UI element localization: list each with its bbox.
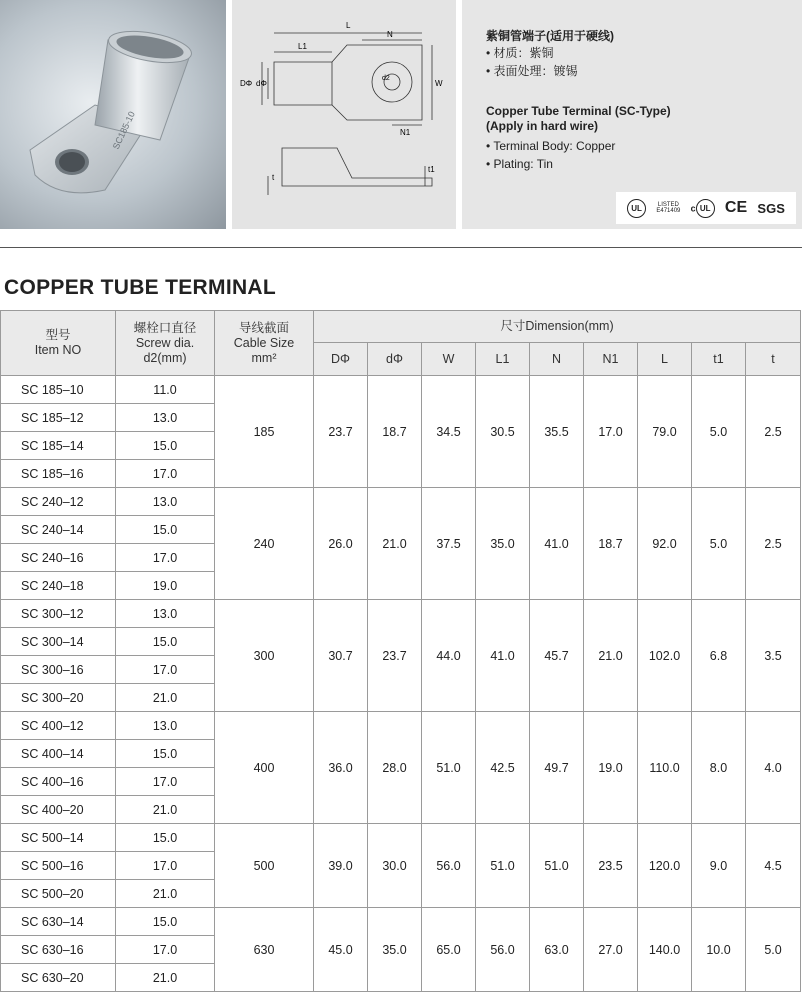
item-no-cell: SC 240–12	[1, 488, 116, 516]
dimension-cell: 26.0	[314, 488, 368, 600]
listed-number: E471409	[656, 208, 681, 214]
screw-dia-cell: 17.0	[116, 544, 215, 572]
dimension-cell: 28.0	[368, 712, 422, 824]
header-cn: 导线截面	[238, 321, 289, 335]
dimension-cell: 30.5	[476, 376, 530, 488]
header-dim-col: t	[746, 343, 801, 376]
certification-logos	[616, 192, 796, 224]
item-no-cell: SC 185–16	[1, 460, 116, 488]
en-spec-item: • Terminal Body: Copper	[486, 137, 615, 155]
header-en: Item NO	[34, 343, 82, 357]
table-row	[1, 488, 801, 516]
page-title: COPPER TUBE TERMINAL	[4, 276, 277, 299]
dimension-cell: 5.0	[692, 376, 746, 488]
item-no-cell: SC 630–14	[1, 908, 116, 936]
item-no-cell: SC 400–12	[1, 712, 116, 740]
screw-dia-cell: 17.0	[116, 936, 215, 964]
item-no-cell: SC 300–14	[1, 628, 116, 656]
screw-dia-cell: 17.0	[116, 768, 215, 796]
dimension-cell: 120.0	[638, 824, 692, 908]
dimension-cell: 23.7	[368, 600, 422, 712]
dimension-cell: 6.8	[692, 600, 746, 712]
dimension-cell: 37.5	[422, 488, 476, 600]
dimension-cell: 42.5	[476, 712, 530, 824]
header-en: mm²	[251, 351, 277, 365]
label-t1: t1	[428, 165, 435, 174]
label-d2: d2	[382, 75, 390, 82]
item-no-cell: SC 630–16	[1, 936, 116, 964]
dimension-cell: 140.0	[638, 908, 692, 992]
item-no-cell: SC 300–12	[1, 600, 116, 628]
table-row	[1, 600, 801, 628]
header-dim-col: t1	[692, 343, 746, 376]
screw-dia-cell: 15.0	[116, 908, 215, 936]
dimension-cell: 3.5	[746, 600, 801, 712]
dimension-cell: 5.0	[746, 908, 801, 992]
dimension-cell: 9.0	[692, 824, 746, 908]
dimension-cell: 27.0	[584, 908, 638, 992]
dimension-cell: 39.0	[314, 824, 368, 908]
table-row	[1, 824, 801, 852]
item-no-cell: SC 400–14	[1, 740, 116, 768]
table-row	[1, 376, 801, 404]
header-item-no	[1, 311, 116, 376]
dimension-cell: 56.0	[422, 824, 476, 908]
dimension-cell: 45.0	[314, 908, 368, 992]
label-N: N	[387, 30, 393, 39]
screw-dia-cell: 21.0	[116, 880, 215, 908]
dimension-cell: 10.0	[692, 908, 746, 992]
dimension-cell: 51.0	[422, 712, 476, 824]
screw-dia-cell: 15.0	[116, 628, 215, 656]
dimension-cell: 41.0	[530, 488, 584, 600]
item-no-cell: SC 400–16	[1, 768, 116, 796]
label-L1: L1	[298, 42, 307, 51]
dimension-cell: 21.0	[584, 600, 638, 712]
header-dim-col: dΦ	[368, 343, 422, 376]
item-no-cell: SC 500–16	[1, 852, 116, 880]
label-t: t	[272, 173, 275, 182]
drawing-svg	[232, 0, 456, 229]
spec-table	[0, 310, 801, 992]
dimension-cell: 2.5	[746, 488, 801, 600]
dimension-diagram	[232, 0, 456, 229]
dimension-cell: 30.7	[314, 600, 368, 712]
item-no-cell: SC 240–18	[1, 572, 116, 600]
dimension-cell: 18.7	[584, 488, 638, 600]
en-spec-list	[486, 137, 615, 173]
label-N1: N1	[400, 128, 411, 137]
item-no-cell: SC 185–12	[1, 404, 116, 432]
item-no-cell: SC 300–20	[1, 684, 116, 712]
screw-dia-cell: 13.0	[116, 488, 215, 516]
label-L: L	[346, 21, 351, 30]
label-d: dΦ	[256, 79, 267, 88]
header-dim-col: DΦ	[314, 343, 368, 376]
label-W: W	[435, 79, 443, 88]
screw-dia-cell: 17.0	[116, 460, 215, 488]
screw-dia-cell: 19.0	[116, 572, 215, 600]
dimension-cell: 17.0	[584, 376, 638, 488]
cn-spec-list	[486, 44, 578, 80]
item-no-cell: SC 240–16	[1, 544, 116, 572]
header-dim-col: W	[422, 343, 476, 376]
dimension-cell: 36.0	[314, 712, 368, 824]
dimension-cell: 35.5	[530, 376, 584, 488]
header-en: Cable Size	[233, 336, 295, 350]
divider	[0, 247, 802, 248]
cn-title: 紫铜管端子(适用于硬线)	[486, 29, 614, 43]
item-no-cell: SC 185–14	[1, 432, 116, 460]
dimension-cell: 30.0	[368, 824, 422, 908]
item-no-cell: SC 185–10	[1, 376, 116, 404]
en-title	[486, 104, 671, 134]
spec-panel	[462, 0, 802, 229]
header-cn: 螺栓口直径	[133, 320, 197, 335]
header-dim-col: N	[530, 343, 584, 376]
cable-size-cell: 300	[215, 600, 314, 712]
stamp-text: SC185-10	[110, 109, 137, 151]
screw-dia-cell: 21.0	[116, 964, 215, 992]
screw-dia-cell: 15.0	[116, 740, 215, 768]
en-title-line: Copper Tube Terminal (SC-Type)	[486, 104, 671, 118]
dimension-cell: 8.0	[692, 712, 746, 824]
screw-dia-cell: 15.0	[116, 824, 215, 852]
copper-lug-image	[0, 0, 226, 229]
item-no-cell: SC 500–14	[1, 824, 116, 852]
cn-spec-item: • 表面处理：镀锡	[486, 62, 578, 80]
screw-dia-cell: 13.0	[116, 404, 215, 432]
item-no-cell: SC 500–20	[1, 880, 116, 908]
product-photo	[0, 0, 226, 229]
en-title-line: (Apply in hard wire)	[486, 119, 599, 133]
cul-logo	[691, 199, 715, 218]
screw-dia-cell: 21.0	[116, 684, 215, 712]
cul-c: c	[690, 202, 696, 213]
table-row	[1, 712, 801, 740]
screw-dia-cell: 21.0	[116, 796, 215, 824]
dimension-cell: 41.0	[476, 600, 530, 712]
ce-logo: CE	[724, 199, 748, 216]
dimension-cell: 102.0	[638, 600, 692, 712]
dimension-cell: 2.5	[746, 376, 801, 488]
dimension-cell: 23.5	[584, 824, 638, 908]
header-dimension: 尺寸Dimension(mm)	[314, 311, 801, 343]
screw-dia-cell: 13.0	[116, 600, 215, 628]
header-dim-col: N1	[584, 343, 638, 376]
screw-dia-cell: 13.0	[116, 712, 215, 740]
item-no-cell: SC 630–20	[1, 964, 116, 992]
header-dim-col: L1	[476, 343, 530, 376]
dimension-cell: 110.0	[638, 712, 692, 824]
dimension-cell: 5.0	[692, 488, 746, 600]
screw-dia-cell: 17.0	[116, 656, 215, 684]
dimension-cell: 79.0	[638, 376, 692, 488]
header-cable-size	[215, 311, 314, 376]
dimension-cell: 65.0	[422, 908, 476, 992]
table-body	[1, 376, 801, 992]
dimension-cell: 19.0	[584, 712, 638, 824]
cable-size-cell: 400	[215, 712, 314, 824]
dimension-cell: 35.0	[368, 908, 422, 992]
screw-dia-cell: 11.0	[116, 376, 215, 404]
screw-dia-cell: 15.0	[116, 516, 215, 544]
en-spec-item: • Plating: Tin	[486, 155, 615, 173]
header-en: d2(mm)	[143, 350, 187, 365]
item-no-cell: SC 240–14	[1, 516, 116, 544]
cable-size-cell: 500	[215, 824, 314, 908]
dimension-cell: 44.0	[422, 600, 476, 712]
label-D: DΦ	[240, 79, 253, 88]
dimension-cell: 23.7	[314, 376, 368, 488]
cable-size-cell: 240	[215, 488, 314, 600]
screw-dia-cell: 17.0	[116, 852, 215, 880]
dimension-cell: 21.0	[368, 488, 422, 600]
dimension-cell: 35.0	[476, 488, 530, 600]
cul-ul: UL	[696, 199, 715, 218]
header-cn: 型号	[45, 328, 71, 342]
dimension-cell: 45.7	[530, 600, 584, 712]
dimension-cell: 51.0	[476, 824, 530, 908]
dimension-cell: 49.7	[530, 712, 584, 824]
cable-size-cell: 630	[215, 908, 314, 992]
table-row	[1, 908, 801, 936]
item-no-cell: SC 400–20	[1, 796, 116, 824]
dimension-cell: 92.0	[638, 488, 692, 600]
item-no-cell: SC 300–16	[1, 656, 116, 684]
header-screw-dia	[116, 311, 215, 376]
header-en: Screw dia.	[135, 335, 195, 350]
cn-spec-item: • 材质：紫铜	[486, 44, 578, 62]
dimension-cell: 18.7	[368, 376, 422, 488]
dimension-cell: 63.0	[530, 908, 584, 992]
dimension-cell: 34.5	[422, 376, 476, 488]
dimension-cell: 4.5	[746, 824, 801, 908]
cable-size-cell: 185	[215, 376, 314, 488]
dimension-cell: 51.0	[530, 824, 584, 908]
dimension-cell: 56.0	[476, 908, 530, 992]
header-dim-col: L	[638, 343, 692, 376]
ul-listed-mark	[656, 202, 680, 214]
ul-logo: UL	[627, 199, 646, 218]
dimension-cell: 4.0	[746, 712, 801, 824]
sgs-logo: SGS	[757, 200, 785, 216]
listed-text: LISTED	[657, 202, 679, 208]
screw-dia-cell: 15.0	[116, 432, 215, 460]
